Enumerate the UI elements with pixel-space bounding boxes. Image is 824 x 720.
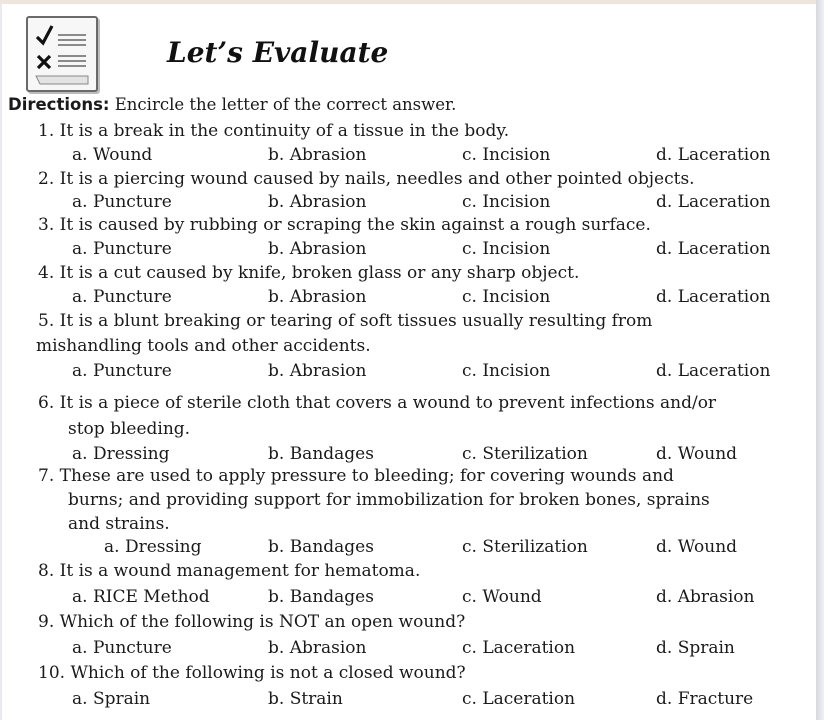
question-9-option-d[interactable]: d. Sprain <box>656 638 735 658</box>
question-4-option-c[interactable]: c. Incision <box>462 287 551 307</box>
question-8-text: 8. It is a wound management for hematoma. <box>38 561 421 581</box>
question-1-option-d[interactable]: d. Laceration <box>656 145 771 165</box>
question-9-option-c[interactable]: c. Laceration <box>462 638 576 658</box>
question-10-option-d[interactable]: d. Fracture <box>656 689 754 709</box>
question-7-option-b[interactable]: b. Bandages <box>268 537 374 557</box>
question-6-text: 6. It is a piece of sterile cloth that covers a wound to prevent infections and/or <box>38 393 717 413</box>
question-3-option-b[interactable]: b. Abrasion <box>268 239 367 259</box>
page-title: Let’s Evaluate <box>167 36 389 69</box>
question-1-option-b[interactable]: b. Abrasion <box>268 145 367 165</box>
checklist-icon <box>26 16 98 92</box>
directions-text: Encircle the letter of the correct answer. <box>114 95 457 114</box>
question-7-text: and strains. <box>68 514 170 534</box>
question-5-option-d[interactable]: d. Laceration <box>656 361 771 381</box>
question-2-text: 2. It is a piercing wound caused by nails, needles and other pointed objects. <box>38 169 695 189</box>
question-4-option-a[interactable]: a. Puncture <box>72 287 172 307</box>
directions-label: Directions: <box>8 95 110 114</box>
question-9-option-b[interactable]: b. Abrasion <box>268 638 367 658</box>
question-3-option-c[interactable]: c. Incision <box>462 239 551 259</box>
question-1-option-a[interactable]: a. Wound <box>72 145 153 165</box>
question-2-option-a[interactable]: a. Puncture <box>72 192 172 212</box>
question-8-option-a[interactable]: a. RICE Method <box>72 587 210 607</box>
question-8-option-d[interactable]: d. Abrasion <box>656 587 755 607</box>
question-10-text: 10. Which of the following is not a closed wound? <box>38 663 466 683</box>
question-3-option-d[interactable]: d. Laceration <box>656 239 771 259</box>
question-3-option-a[interactable]: a. Puncture <box>72 239 172 259</box>
question-6-text: stop bleeding. <box>68 419 191 439</box>
question-2-option-d[interactable]: d. Laceration <box>656 192 771 212</box>
question-4-option-b[interactable]: b. Abrasion <box>268 287 367 307</box>
question-7-text: 7. These are used to apply pressure to bleeding; for covering wounds and <box>38 466 674 486</box>
question-1-text: 1. It is a break in the continuity of a tissue in the body. <box>38 121 510 141</box>
question-6-option-c[interactable]: c. Sterilization <box>462 444 588 464</box>
question-5-option-b[interactable]: b. Abrasion <box>268 361 367 381</box>
question-7-option-c[interactable]: c. Sterilization <box>462 537 588 557</box>
directions <box>8 95 456 114</box>
question-6-option-b[interactable]: b. Bandages <box>268 444 374 464</box>
question-8-option-c[interactable]: c. Wound <box>462 587 542 607</box>
question-4-text: 4. It is a cut caused by knife, broken glass or any sharp object. <box>38 263 580 283</box>
worksheet-page <box>2 4 816 720</box>
question-10-option-b[interactable]: b. Strain <box>268 689 343 709</box>
question-6-option-d[interactable]: d. Wound <box>656 444 738 464</box>
question-7-option-a[interactable]: a. Dressing <box>104 537 202 557</box>
question-5-text: mishandling tools and other accidents. <box>36 336 371 356</box>
question-1-option-c[interactable]: c. Incision <box>462 145 551 165</box>
question-6-option-a[interactable]: a. Dressing <box>72 444 170 464</box>
question-10-option-c[interactable]: c. Laceration <box>462 689 576 709</box>
question-9-text: 9. Which of the following is NOT an open wound? <box>38 612 466 632</box>
question-5-text: 5. It is a blunt breaking or tearing of soft tissues usually resulting from <box>38 311 653 331</box>
question-5-option-a[interactable]: a. Puncture <box>72 361 172 381</box>
question-7-text: burns; and providing support for immobilization for broken bones, sprains <box>68 490 710 510</box>
question-3-text: 3. It is caused by rubbing or scraping the skin against a rough surface. <box>38 215 651 235</box>
question-7-option-d[interactable]: d. Wound <box>656 537 738 557</box>
question-2-option-c[interactable]: c. Incision <box>462 192 551 212</box>
question-8-option-b[interactable]: b. Bandages <box>268 587 374 607</box>
question-4-option-d[interactable]: d. Laceration <box>656 287 771 307</box>
page-right-edge <box>816 0 824 720</box>
question-10-option-a[interactable]: a. Sprain <box>72 689 151 709</box>
question-2-option-b[interactable]: b. Abrasion <box>268 192 367 212</box>
question-9-option-a[interactable]: a. Puncture <box>72 638 172 658</box>
question-5-option-c[interactable]: c. Incision <box>462 361 551 381</box>
